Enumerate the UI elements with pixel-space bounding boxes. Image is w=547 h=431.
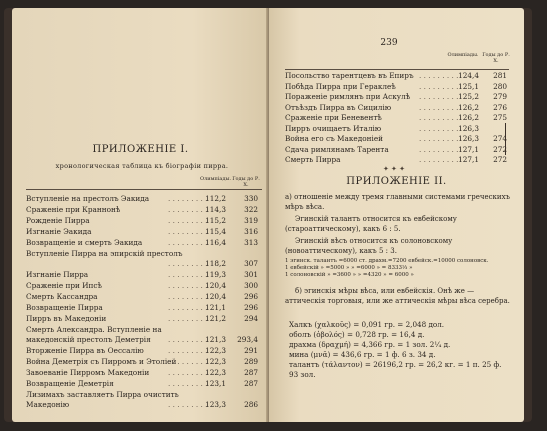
olympiad-value: 126,2 <box>458 113 479 122</box>
year-value: 279 <box>493 92 507 101</box>
year-value: 313 <box>244 238 258 247</box>
weight-line: 93 зол. <box>289 370 316 379</box>
leader-dots: . . . . . . . . . <box>168 357 208 366</box>
year-value: 291 <box>244 346 258 355</box>
year-value: 300 <box>244 281 258 290</box>
conversion-line: 1 эгинск. талантъ =6000 ст. драхм.=7200 евбейск.=10000 солоновск. <box>285 258 489 264</box>
weight-line: Халкъ (χαλκοῦς) = 0,091 гр. = 2,048 дол. <box>289 320 445 329</box>
table-row <box>26 194 262 204</box>
olympiad-value: 122,3 <box>205 368 226 377</box>
leader-dots: . . . . . . . . . <box>168 368 208 377</box>
olympiad-value: 125,1 <box>458 81 479 91</box>
appendix-2-title: ПРИЛОЖЕНІЕ II. <box>346 176 447 187</box>
olympiad-value: 121,1 <box>205 303 226 312</box>
leader-dots: . . . . . . . . . <box>168 194 208 203</box>
year-value: 286 <box>244 400 258 409</box>
table-row <box>26 346 262 356</box>
olympiad-value: 125,2 <box>458 92 479 101</box>
event-name: Возвращеніе Пирра <box>26 303 103 312</box>
paragraph-2: Эгинскій вѣсъ относится къ солоновскому (новоаттическому), какъ 5 : 3. <box>285 237 453 255</box>
appendix-1-title: ПРИЛОЖЕНІЕ I. <box>92 144 189 155</box>
event-name: Сраженіе при Ипсѣ <box>26 281 102 290</box>
leader-dots: . . . . . . . . . <box>419 155 459 164</box>
year-value: 307 <box>244 259 258 268</box>
col-head-olympiads: Олимпіады. <box>200 176 232 182</box>
leader-dots: . . . . . . . . . <box>168 205 208 214</box>
event-name: Отъѣздъ Пирра въ Сицилію <box>285 102 392 112</box>
year-value: 274 <box>493 134 507 143</box>
year-value: 272 <box>493 144 507 154</box>
event-name: Сдача римлянамъ Тарента <box>285 144 389 154</box>
olympiad-value: 116,4 <box>205 238 226 247</box>
event-name: Вступленіе на престолъ Эакида <box>26 194 150 203</box>
year-value: 294 <box>244 314 258 323</box>
table-row <box>285 82 509 92</box>
leader-dots: . . . . . . . . . <box>419 71 459 80</box>
olympiad-value: 126,3 <box>458 123 479 133</box>
olympiad-value: 123,3 <box>205 400 226 409</box>
event-name: Изгнаніе Эакида <box>26 227 92 236</box>
leader-dots: . . . . . . . . . <box>419 144 459 154</box>
table-row <box>285 103 509 113</box>
conversion-line: 1 солоновскій » =3600 » » =4320 » = 6000 » <box>285 272 414 278</box>
olympiad-value: 121,2 <box>205 314 226 323</box>
right-table-rule <box>285 69 509 70</box>
event-name: Пирръ очищаетъ Италію <box>285 123 382 133</box>
table-row <box>26 216 262 226</box>
leader-dots: . . . . . . . . . <box>168 281 208 290</box>
leader-dots: . . . . . . . . . <box>168 259 208 268</box>
olympiad-value: 115,2 <box>205 216 226 225</box>
right-page <box>269 8 524 422</box>
leader-dots: . . . . . . . . . <box>168 270 208 279</box>
leader-dots: . . . . . . . . . <box>168 314 208 323</box>
table-row <box>285 71 509 81</box>
weight-line: талантъ (τάλαντον) = 26196,2 гр. = 26,2 кг. = 1 п. 25 ф. <box>289 360 502 369</box>
leader-dots: . . . . . . . . . <box>168 400 208 409</box>
year-value: 280 <box>493 81 507 91</box>
event-name: Побѣда Пирра при Гераклеѣ <box>285 81 396 91</box>
leader-dots: . . . . . . . . . <box>168 227 208 236</box>
table-row <box>26 368 262 378</box>
leader-dots: . . . . . . . . . <box>168 335 208 344</box>
year-value: 275 <box>493 113 507 122</box>
leader-dots: . . . . . . . . . <box>419 134 459 143</box>
table-row <box>285 113 509 123</box>
table-row <box>285 134 509 144</box>
table-row <box>26 281 262 291</box>
leader-dots: . . . . . . . . . <box>168 238 208 247</box>
olympiad-value: 123,1 <box>205 379 226 388</box>
event-name: Посольство тарентцевъ въ Епиръ <box>285 71 414 80</box>
year-value: 289 <box>244 357 258 366</box>
event-name: Смерть Кассандра <box>26 292 98 301</box>
olympiad-value: 127,1 <box>458 155 479 164</box>
year-value: 322 <box>244 205 258 214</box>
right-col-head-olympiads: Олимпіады. <box>447 52 479 58</box>
table-row <box>285 92 509 102</box>
chronology-table-title: хронологическая таблица къ біографіи пирра. <box>55 162 229 170</box>
olympiad-value: 112,2 <box>205 194 226 203</box>
event-name: Вступленіе Пирра на эпирскій престолъ <box>26 249 183 258</box>
open-book <box>4 8 532 422</box>
chronology-table <box>26 194 262 414</box>
event-name: Сраженіе при Беневентѣ <box>285 113 382 122</box>
event-name: Возвращеніе и смерть Эакида <box>26 238 143 247</box>
conversion-line: 1 евбейскій » =5000 » » =6000 » = 8333⅓ » <box>285 265 413 271</box>
year-value: 281 <box>493 71 507 80</box>
year-value: 301 <box>244 270 258 279</box>
col-head-years: Годы до Р. Х. <box>232 176 260 188</box>
year-value: 287 <box>244 368 258 377</box>
event-name: Смерть Пирра <box>285 155 341 164</box>
page-number: 239 <box>380 38 398 48</box>
table-row <box>26 227 262 237</box>
chronology-table-continued <box>285 71 509 166</box>
table-row <box>285 145 509 155</box>
right-col-head-years: Годы до Р. Х. <box>482 52 510 64</box>
event-name: Изгнаніе Пирра <box>26 270 89 279</box>
olympiad-value: 122,3 <box>205 357 226 366</box>
table-row <box>26 303 262 313</box>
left-page <box>12 8 269 422</box>
leader-dots: . . . . . . . . . <box>168 346 208 355</box>
divider-ornament: ✦ ✦ ✦ <box>382 165 406 173</box>
year-value: 287 <box>244 379 258 388</box>
brace-mark <box>505 123 508 155</box>
year-value: 276 <box>493 102 507 112</box>
olympiad-value: 118,2 <box>205 259 226 268</box>
weight-line: оболъ (ὀβολός) = 0,728 гр. = 16,4 д. <box>289 330 425 339</box>
leader-dots: . . . . . . . . . <box>419 123 459 133</box>
table-row <box>26 292 262 302</box>
leader-dots: . . . . . . . . . <box>419 113 459 122</box>
section-b-text: б) эгинскія мѣры вѣса, или евбейскія. Онѣ же — аттическія торговыя, или же аттическія мѣры вѣса серебра. <box>285 287 510 305</box>
olympiad-value: 119,3 <box>205 270 226 279</box>
table-row <box>26 314 262 324</box>
table-row <box>26 270 262 280</box>
conversion-table <box>285 258 513 279</box>
leader-dots: . . . . . . . . . <box>168 303 208 312</box>
event-name: Пирръ въ Македоніи <box>26 314 107 323</box>
event-name: Война Деметрія съ Пирромъ и Этоліей <box>26 357 177 366</box>
year-value: 316 <box>244 227 258 236</box>
year-value: 296 <box>244 303 258 312</box>
table-row <box>26 357 262 367</box>
table-row <box>285 124 509 134</box>
table-rule <box>26 189 262 190</box>
table-row <box>26 379 262 389</box>
table-row <box>26 238 262 248</box>
year-value: 296 <box>244 292 258 301</box>
event-name: Смерть Александра. Вступленіе на македонскій престолъ Деметрія <box>26 325 162 344</box>
weight-line: мина (μνᾶ) = 436,6 гр. = 1 ф. 6 з. 34 д. <box>289 350 436 359</box>
olympiad-value: 121,3 <box>205 335 226 344</box>
olympiad-value: 114,3 <box>205 205 226 214</box>
table-row <box>26 390 262 410</box>
table-row <box>26 249 262 269</box>
olympiad-value: 126,2 <box>458 102 479 112</box>
paragraph-1: Эгинскій талантъ относится къ евбейскому (староаттическому), какъ 6 : 5. <box>285 215 457 233</box>
olympiad-value: 127,1 <box>458 144 479 154</box>
event-name: Возвращеніе Деметрія <box>26 379 114 388</box>
table-row <box>26 205 262 215</box>
year-value: 293,4 <box>237 335 258 344</box>
event-name: Сраженіе при Краннонѣ <box>26 205 121 214</box>
year-value: 319 <box>244 216 258 225</box>
olympiad-value: 122,3 <box>205 346 226 355</box>
leader-dots: . . . . . . . . . <box>419 92 459 101</box>
year-value: 272 <box>493 155 507 164</box>
olympiad-value: 126,3 <box>458 134 479 143</box>
weights-list <box>289 320 515 380</box>
event-name: Завоеваніе Пирромъ Македоніи <box>26 368 150 377</box>
leader-dots: . . . . . . . . . <box>168 379 208 388</box>
event-name: Рожденіе Пирра <box>26 216 90 225</box>
event-name: Пораженіе римлянъ при Аскулѣ <box>285 92 411 101</box>
olympiad-value: 120,4 <box>205 292 226 301</box>
section-a-heading: а) отношеніе между тремя главными системами греческихъ мѣръ вѣса. <box>285 193 510 211</box>
olympiad-value: 115,4 <box>205 227 226 236</box>
event-name: Война его съ Македоніей <box>285 134 384 143</box>
table-row <box>285 155 509 165</box>
year-value: 330 <box>244 194 258 203</box>
leader-dots: . . . . . . . . . <box>168 216 208 225</box>
event-name: Лизимахъ заставляетъ Пирра очистить Македонію <box>26 390 179 409</box>
leader-dots: . . . . . . . . . <box>419 81 459 91</box>
leader-dots: . . . . . . . . . <box>168 292 208 301</box>
olympiad-value: 120,4 <box>205 281 226 290</box>
leader-dots: . . . . . . . . . <box>419 102 459 112</box>
olympiad-value: 124,4 <box>458 71 479 80</box>
table-row <box>26 325 262 345</box>
event-name: Вторженіе Пирра въ Оессалію <box>26 346 144 355</box>
weight-line: драхма (δραχμή) = 4,366 гр. = 1 зол. 2¹⁄₄ д. <box>289 340 451 349</box>
